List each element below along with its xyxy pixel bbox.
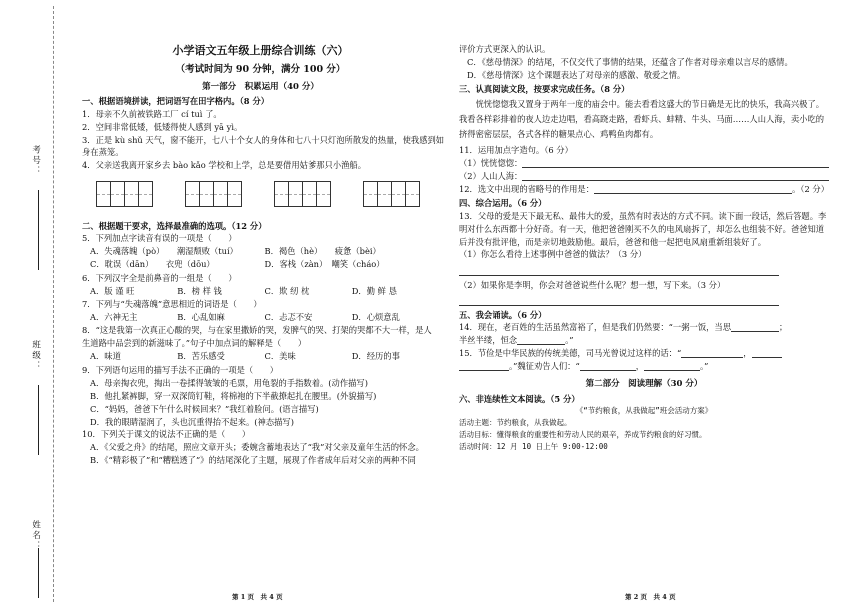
answer-line[interactable] [459,295,779,306]
answer-line[interactable] [522,171,829,181]
option[interactable]: A．《父爱之舟》的结尾，照应文章开头；委婉含蓄地表达了“我”对父亲及童年生活的怀念。 [90,442,424,453]
option[interactable]: D．心烦意乱 [351,312,400,323]
question-8-cont: 生道路中品尝到的新滋味了。”句子中加点词的解释是（ ） [82,338,307,349]
question-13-2: （2）如果你是李明，你会对爸爸说些什么呢？想一想，写下来。（3 分） [459,280,726,291]
question-13: 13．父母的爱是天下最无私、最伟大的爱，虽然有时表达的方式不同。读下面一段话，然后答题。李明对什么东西都十分好奇。有一天，他把爸爸刚买不久的电风扇拆了，却怎么也组装不好。爸爸知道后并没有批评他，而是亲切地鼓励他。最后，爸爸和他一起把电风扇重新组装好了。 [459,211,827,247]
question-11-1: （1）恍恍惚惚： [459,158,829,168]
option[interactable]: D．经历的事 [351,351,400,362]
answer-line[interactable] [731,322,779,332]
cut-line [53,6,54,602]
option[interactable]: D．我的眼睛湿润了，头也沉重得抬不起来。(神态描写) [90,416,294,427]
question-6-options [82,286,439,296]
question-8-options [82,351,439,361]
question-15: 15．节俭是中华民族的传统美德，司马光曾说过这样的话：“ ， [459,348,829,358]
question-1: 1．母亲不久前被铁路工厂 cí tuì 了。 [82,108,222,119]
answer-line[interactable] [522,158,829,168]
plan-theme: 活动主题：节约粮食，从我做起。 [459,418,572,428]
option[interactable]: B．心乱如麻 [177,312,225,323]
tianzige-grid-row [96,181,439,207]
name-line [38,548,39,598]
page-2-column [459,44,829,454]
section-6-heading: 六、非连续性文本阅读。（5 分） [459,393,580,404]
question-11: 11．运用加点字造句。（6 分） [459,144,573,155]
question-7: 7．下列与“失魂落魄”意思相近的词语是（ ） [82,299,262,310]
page-1-column [82,42,445,468]
question-14: 14．现在，老百姓的生活虽然富裕了，但是我们仍然要：“一粥一饭，当思 ； [459,321,788,332]
question-9: 9．下列语句运用的描写手法不正确的一项是（ ） [82,364,279,375]
section-5-heading: 五、我会诵读。（6 分） [459,309,547,320]
tianzige-box[interactable] [274,181,331,207]
question-6: 6．下列汉字全是前鼻音的一组是（ ） [82,272,237,283]
tianzige-box[interactable] [96,181,153,207]
option[interactable]: C．《慈母情深》的结尾，不仅交代了事情的结果，还蕴含了作者对母亲难以言尽的感情。 [467,56,793,67]
binding-margin [0,0,50,608]
name-label: 姓名： [30,520,41,552]
option[interactable]: B．褐色（hè） 疲惫（bèi） [264,246,381,257]
part-1-heading: 第一部分 积累运用（40 分） [202,81,319,92]
question-12: 12．选文中出现的省略号的作用是： 。（2 分） [459,183,829,194]
answer-line[interactable] [580,361,636,371]
tianzige-box[interactable] [363,181,420,207]
option[interactable]: A．母亲掏衣兜，掏出一卷揉得皱皱的毛票，用龟裂的手指数着。(动作描写) [90,377,368,388]
question-5: 5．下列加点字读音有误的一项是（ ） [82,233,237,244]
option[interactable]: D．勤 鲜 恳 [351,285,397,296]
question-8: 8．“这是我第一次真正心酸的哭，与在家里撒娇的哭，发脾气的哭、打架的哭都不大一样，是人 [82,325,432,336]
plan-time: 活动时间：12 月 10 日上午 9:00-12:00 [459,442,608,451]
exam-number-label: 考号： [30,145,41,177]
question-2: 2．空间非常低矮，低矮得使人感到 yā yì。 [82,121,243,132]
question-3: 3．正是 kù shǔ 天气，窗不能开，七八十个女人的身体和七八十只灯泡所散发的热量，使我感到如 [82,134,445,145]
answer-line[interactable] [459,265,779,276]
exam-subtitle: （考试时间为 90 分钟，满分 100 分） [175,63,346,75]
plan-goal: 活动目标：懂得粮食的重要性和劳动人民的艰辛，养成节约粮食的好习惯。 [459,430,707,440]
option[interactable]: B．榜 样 钱 [177,285,222,296]
question-5-options [82,246,439,256]
exam-number-line [38,190,39,270]
section-3-heading: 三、认真阅读文段，按要求完成任务。（8 分） [459,84,630,95]
plan-title: 《“节约粮食，从我做起”班会活动方案》 [575,406,713,416]
part-2-heading: 第二部分 阅读理解（30 分） [585,379,703,390]
class-line [38,385,39,455]
option[interactable]: C．耽误（dān） 衣兜（dōu） [90,259,215,270]
option[interactable]: B．苦乐感受 [177,351,225,362]
answer-line[interactable] [644,361,700,371]
option[interactable]: D．《慈母情深》这个课题表达了对母亲的感激、敬爱之情。 [467,69,686,80]
option[interactable]: C．忐忑不安 [264,312,313,323]
question-3-cont: 身在蒸笼。 [82,147,124,158]
answer-line[interactable] [681,348,743,358]
option[interactable]: A．失魂落魄（pò） 潮湿颓败（tuí） [90,246,238,257]
option[interactable]: C．“妈妈，爸爸下午什么时候回来？”我红着脸问。(语言描写) [90,403,319,414]
page-footer-1: 第 1 页 共 4 页 [232,593,283,601]
question-10: 10．下列关于课文的说法不正确的是（ ） [82,429,251,440]
question-7-options [82,312,439,322]
question-4: 4．父亲送我离开家乡去 bào kǎo 学校和上学，总是要借用姑爹那只小渔船。 [82,160,367,171]
question-14-cont: 半丝半缕，恒念 。” [459,334,574,345]
section-4-heading: 四、综合运用。（6 分） [459,197,547,208]
answer-line[interactable] [752,348,782,358]
option[interactable]: A．味道 [90,351,121,362]
option[interactable]: C．欺 纫 枕 [264,285,310,296]
reading-passage: 恍恍惚惚我又置身于两年一度的庙会中。能去看看这盛大的节日确是无比的快乐，我高兴极了。我看各样彩排着的夜人边走边唱，看高跷走路，看虾兵、蚌精、牛头、马面……人山人海，卖小吃的挤得密密层层，各式各样的糖果点心、鸡鸭鱼肉都有。 [459,98,825,140]
exam-title: 小学语文五年级上册综合训练（六） [172,44,349,57]
option[interactable]: B．他扎紧裤脚，穿一双深筒钉鞋，将棉袍的下半截撩起扎在腰里。(外貌描写) [90,390,377,401]
page-footer-2: 第 2 页 共 4 页 [625,593,676,601]
question-13-1: （1）你怎么看待上述事例中爸爸的做法？（3 分） [459,248,647,259]
option[interactable]: A．六神无主 [90,312,138,323]
option[interactable]: B．《“精彩极了”和“糟糕透了”》的结尾深化了主题，展现了作者成年后对父亲的两种不同 [90,455,416,466]
question-11-2: （2）人山人海： [459,171,829,181]
tianzige-box[interactable] [185,181,242,207]
option[interactable]: C．美味 [264,351,296,362]
q10-cont: 评价方式更深入的认识。 [459,44,551,54]
answer-line[interactable] [517,335,565,345]
answer-line[interactable] [459,361,509,371]
answer-line[interactable] [594,184,792,194]
section-1-heading: 一、根据语境拼读，把词语写在田字格内。（8 分） [82,96,270,107]
question-15-cont: 。”魏征劝告人们：“ ， 。” [459,361,829,371]
question-5-options-2 [82,259,439,269]
option[interactable]: A．版 谨 旺 [90,285,135,296]
class-label: 班级： [30,340,41,372]
option[interactable]: D．客栈（zàn） 嘲笑（cháo） [264,259,385,270]
section-2-heading: 二、根据题干要求，选择最准确的选项。（12 分） [82,220,267,231]
